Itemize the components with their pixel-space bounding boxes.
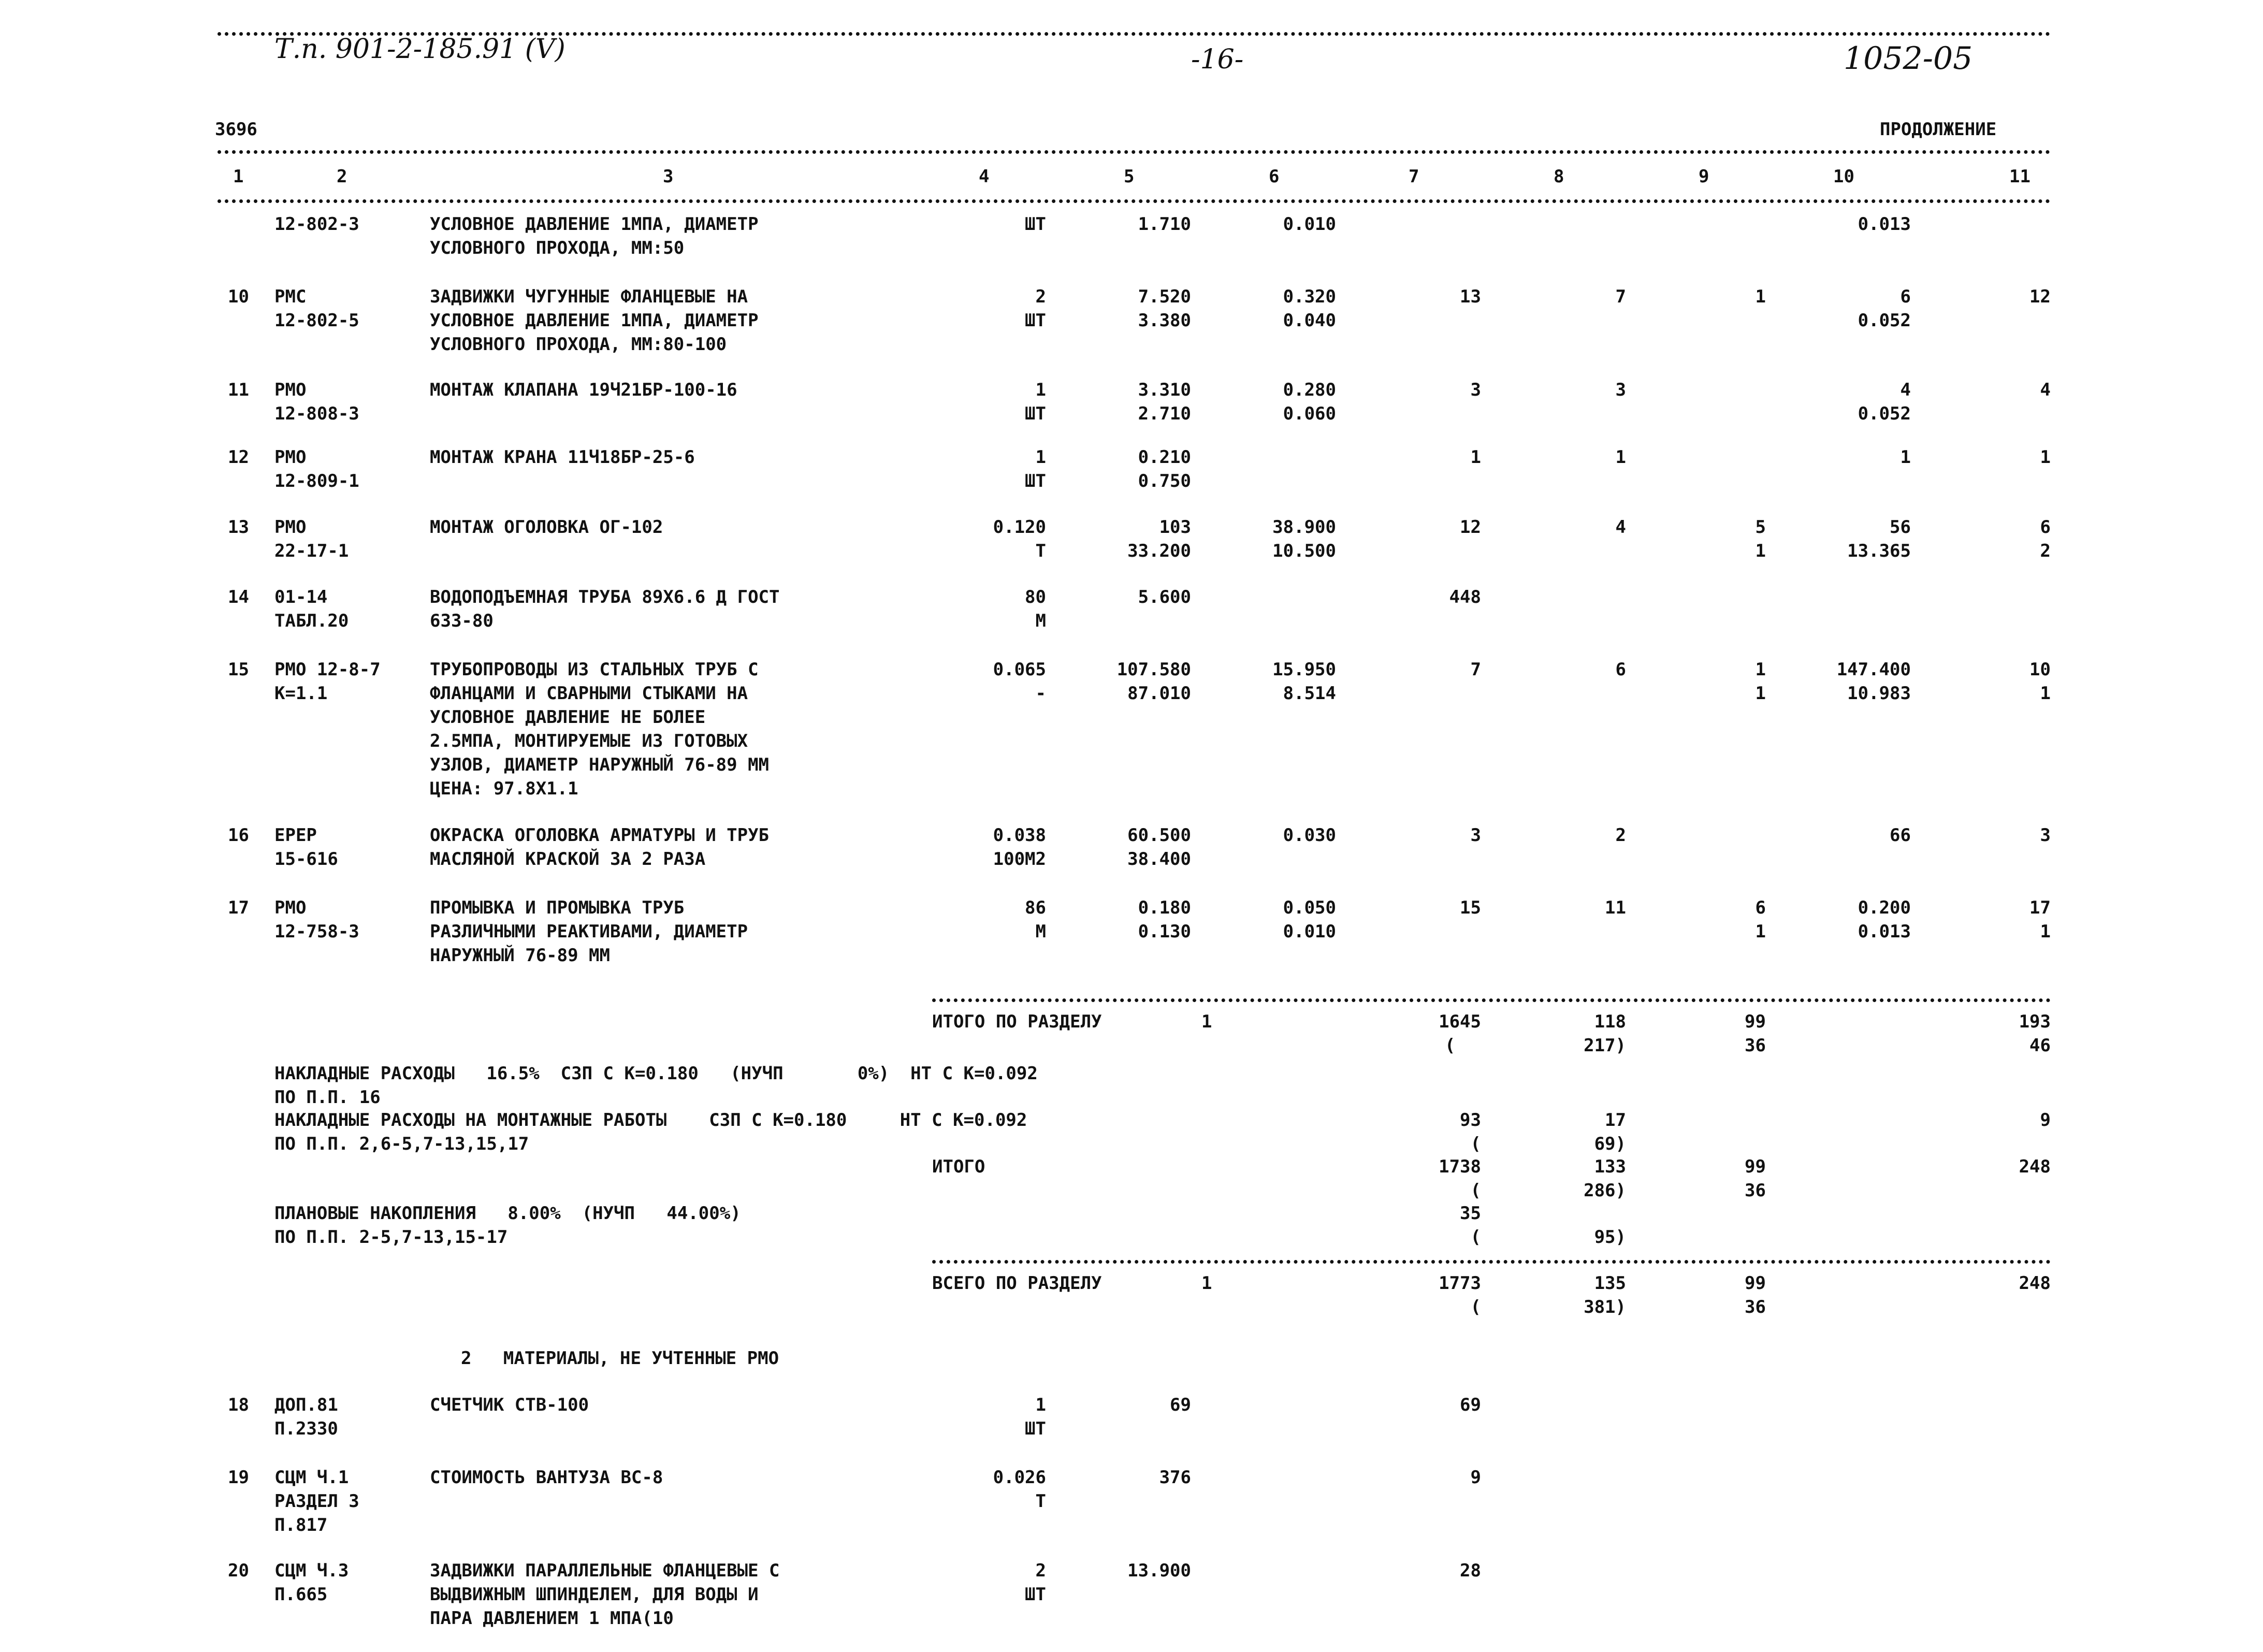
row-13-n: 13 <box>228 517 249 538</box>
planned-savings: ПЛАНОВЫЕ НАКОПЛЕНИЯ 8.00% (НУЧП 44.00%) ПО П.П. 2-5,7-13,15-17 <box>274 1203 741 1248</box>
row-15-c9: 1 1 <box>1755 659 1766 704</box>
vsego-num: 1 <box>1201 1273 1212 1294</box>
row-17-c8: 11 <box>1605 897 1626 918</box>
mat-row-19-n: 19 <box>228 1467 249 1488</box>
row-17-desc: ПРОМЫВКА И ПРОМЫВКА ТРУБ РАЗЛИЧНЫМИ РЕАКТИВАМИ, ДИАМЕТР НАРУЖНЫЙ 76-89 ММ <box>430 897 748 966</box>
row-14-qty: 80 М <box>1025 587 1046 631</box>
row-13-code: РМО 22-17-1 <box>274 517 349 561</box>
overhead-2-c8: 17 69) <box>1594 1110 1626 1154</box>
mat-row-18-qty: 1 ШТ <box>1025 1395 1046 1439</box>
row-11-qty: 1 ШТ <box>1025 380 1046 424</box>
overhead-1: НАКЛАДНЫЕ РАСХОДЫ 16.5% СЗП С К=0.180 (НУЧП 0%) НТ С К=0.092 ПО П.П. 16 <box>274 1063 1038 1108</box>
itogo-razdel-num: 1 <box>1201 1011 1212 1032</box>
row-14-c7: 448 <box>1449 587 1481 607</box>
column-header-11: 11 <box>2009 166 2030 187</box>
row-16-c6: 0.030 <box>1283 825 1336 846</box>
row-17-c11: 17 1 <box>2029 897 2051 942</box>
row-12-c5: 0.210 0.750 <box>1138 447 1191 491</box>
row-10-c7: 13 <box>1460 286 1481 307</box>
itogo-razdel-c9: 99 36 <box>1745 1011 1766 1056</box>
row-cont-desc: УСЛОВНОЕ ДАВЛЕНИЕ 1МПА, ДИАМЕТР УСЛОВНОГО ПРОХОДА, ММ:50 <box>430 214 759 258</box>
row-13-c8: 4 <box>1615 517 1626 538</box>
row-10-c5: 7.520 3.380 <box>1138 286 1191 331</box>
mat-row-19-code: СЦМ Ч.1 РАЗДЕЛ 3 П.817 <box>274 1467 359 1535</box>
row-17-c5: 0.180 0.130 <box>1138 897 1191 942</box>
row-12-c7: 1 <box>1470 447 1481 468</box>
row-15-c10: 147.400 10.983 <box>1836 659 1911 704</box>
itogo-razdel-c7: 1645 <box>1439 1011 1481 1032</box>
row-11-c11: 4 <box>2040 380 2051 400</box>
mat-row-18-c5: 69 <box>1170 1395 1191 1415</box>
row-16-code: ЕРЕР 15-616 <box>274 825 338 870</box>
mat-row-20-c7: 28 <box>1460 1560 1481 1581</box>
row-15-c8: 6 <box>1615 659 1626 680</box>
left-code: 3696 <box>215 119 257 140</box>
plan-c8: 95) <box>1594 1227 1626 1248</box>
header-rule-top <box>217 150 2051 154</box>
mat-row-18-code: ДОП.81 П.2330 <box>274 1395 338 1439</box>
row-11-code: РМО 12-808-3 <box>274 380 359 424</box>
row-11-c6: 0.280 0.060 <box>1283 380 1336 424</box>
vsego-c11: 248 <box>2019 1273 2051 1294</box>
row-12-c10: 1 <box>1900 447 1911 468</box>
mat-row-19-desc: СТОИМОСТЬ ВАНТУЗА ВС-8 <box>430 1467 663 1488</box>
itogo-razdel-c11: 193 46 <box>2019 1011 2051 1056</box>
row-11-c10: 4 0.052 <box>1858 380 1911 424</box>
row-17-c6: 0.050 0.010 <box>1283 897 1336 942</box>
overhead-2: НАКЛАДНЫЕ РАСХОДЫ НА МОНТАЖНЫЕ РАБОТЫ СЗП С К=0.180 НТ С К=0.092 ПО П.П. 2,6-5,7-13,15,17 <box>274 1110 1027 1154</box>
row-14-desc: ВОДОПОДЪЕМНАЯ ТРУБА 89Х6.6 Д ГОСТ 633-80 <box>430 587 780 631</box>
row-15-c7: 7 <box>1470 659 1481 680</box>
mat-row-18-desc: СЧЕТЧИК СТВ-100 <box>430 1395 589 1415</box>
row-13-c6: 38.900 10.500 <box>1272 517 1336 561</box>
row-15-c6: 15.950 8.514 <box>1272 659 1336 704</box>
overhead-2-c11: 9 <box>2040 1110 2051 1131</box>
row-10-code: РМС 12-802-5 <box>274 286 359 331</box>
row-10-c9: 1 <box>1755 286 1766 307</box>
itogo-razdel-c8: 118 217) <box>1584 1011 1626 1056</box>
row-10-desc: ЗАДВИЖКИ ЧУГУННЫЕ ФЛАНЦЕВЫЕ НА УСЛОВНОЕ ДАВЛЕНИЕ 1МПА, ДИАМЕТР УСЛОВНОГО ПРОХОДА, ММ:80-100 <box>430 286 759 355</box>
vsego-label: ВСЕГО ПО РАЗДЕЛУ <box>932 1273 1102 1294</box>
column-header-3: 3 <box>663 166 674 187</box>
itogo-c11: 248 <box>2019 1156 2051 1177</box>
column-header-10: 10 <box>1833 166 1854 187</box>
column-header-1: 1 <box>233 166 244 187</box>
overhead-2-c7: 93 ( <box>1460 1110 1481 1154</box>
row-13-qty: 0.120 Т <box>993 517 1046 561</box>
row-11-n: 11 <box>228 380 249 400</box>
vsego-c8: 135 381) <box>1584 1273 1626 1317</box>
row-13-c7: 12 <box>1460 517 1481 538</box>
row-13-desc: МОНТАЖ ОГОЛОВКА ОГ-102 <box>430 517 663 538</box>
row-17-c9: 6 1 <box>1755 897 1766 942</box>
doc-code: Т.п. 901-2-185.91 (V) <box>274 34 565 65</box>
mat-row-20-n: 20 <box>228 1560 249 1581</box>
page-number: -16- <box>1191 44 1244 75</box>
column-header-8: 8 <box>1554 166 1564 187</box>
row-10-c8: 7 <box>1615 286 1626 307</box>
row-16-c8: 2 <box>1615 825 1626 846</box>
mat-row-19-c5: 376 <box>1159 1467 1191 1488</box>
vsego-c9: 99 36 <box>1745 1273 1766 1317</box>
row-14-c5: 5.600 <box>1138 587 1191 607</box>
row-13-c9: 5 1 <box>1755 517 1766 561</box>
subtotal-rule <box>932 998 2051 1002</box>
section-2-title: 2 МАТЕРИАЛЫ, НЕ УЧТЕННЫЕ РМО <box>461 1348 779 1369</box>
row-17-n: 17 <box>228 897 249 918</box>
total-rule <box>932 1260 2051 1264</box>
row-15-qty: 0.065 - <box>993 659 1046 704</box>
itogo-c9: 99 36 <box>1745 1156 1766 1201</box>
itogo-razdel-label: ИТОГО ПО РАЗДЕЛУ <box>932 1011 1102 1032</box>
mat-row-20-qty: 2 ШТ <box>1025 1560 1046 1605</box>
row-cont-c10: 0.013 <box>1858 214 1911 235</box>
top-rule <box>217 32 2051 36</box>
row-16-c10: 66 <box>1890 825 1911 846</box>
row-cont-code: 12-802-3 <box>274 214 359 235</box>
column-header-4: 4 <box>979 166 990 187</box>
row-12-code: РМО 12-809-1 <box>274 447 359 491</box>
mat-row-20-code: СЦМ Ч.3 П.665 <box>274 1560 349 1605</box>
row-16-c11: 3 <box>2040 825 2051 846</box>
row-17-code: РМО 12-758-3 <box>274 897 359 942</box>
column-header-6: 6 <box>1269 166 1280 187</box>
mat-row-19-qty: 0.026 Т <box>993 1467 1046 1512</box>
row-16-c7: 3 <box>1470 825 1481 846</box>
row-11-desc: МОНТАЖ КЛАПАНА 19Ч21БР-100-16 <box>430 380 737 400</box>
row-10-n: 10 <box>228 286 249 307</box>
row-10-qty: 2 ШТ <box>1025 286 1046 331</box>
itogo-label: ИТОГО <box>932 1156 985 1177</box>
row-13-c11: 6 2 <box>2040 517 2051 561</box>
column-header-7: 7 <box>1409 166 1419 187</box>
mat-row-19-c7: 9 <box>1470 1467 1481 1488</box>
mat-row-18-c7: 69 <box>1460 1395 1481 1415</box>
row-16-c5: 60.500 38.400 <box>1127 825 1191 870</box>
row-17-qty: 86 М <box>1025 897 1046 942</box>
row-13-c5: 103 33.200 <box>1127 517 1191 561</box>
row-10-c11: 12 <box>2029 286 2051 307</box>
mat-row-20-c5: 13.900 <box>1127 1560 1191 1581</box>
row-16-desc: ОКРАСКА ОГОЛОВКА АРМАТУРЫ И ТРУБ МАСЛЯНОЙ КРАСКОЙ ЗА 2 РАЗА <box>430 825 770 870</box>
row-17-c10: 0.200 0.013 <box>1858 897 1911 942</box>
row-12-desc: МОНТАЖ КРАНА 11Ч18БР-25-6 <box>430 447 695 468</box>
row-15-c5: 107.580 87.010 <box>1116 659 1191 704</box>
row-10-c10: 6 0.052 <box>1858 286 1911 331</box>
row-14-n: 14 <box>228 587 249 607</box>
row-11-c7: 3 <box>1470 380 1481 400</box>
row-12-c8: 1 <box>1615 447 1626 468</box>
sheet-code: 1052-05 <box>1844 40 1973 77</box>
row-16-qty: 0.038 100М2 <box>993 825 1046 870</box>
vsego-c7: 1773 ( <box>1439 1273 1481 1317</box>
row-17-c7: 15 <box>1460 897 1481 918</box>
row-11-c8: 3 <box>1615 380 1626 400</box>
row-15-desc: ТРУБОПРОВОДЫ ИЗ СТАЛЬНЫХ ТРУБ С ФЛАНЦАМИ И СВАРНЫМИ СТЫКАМИ НА УСЛОВНОЕ ДАВЛЕНИЕ НЕ БОЛЕЕ 2.5МПА, МОНТИРУЕМЫЕ ИЗ ГОТОВЫХ УЗЛОВ, ДИАМЕТР НАРУЖНЫЙ 76-89 ММ ЦЕНА: 97.8Х1.1 <box>430 659 770 799</box>
row-15-c11: 10 1 <box>2029 659 2051 704</box>
row-11-c5: 3.310 2.710 <box>1138 380 1191 424</box>
row-12-n: 12 <box>228 447 249 468</box>
row-cont-c6: 0.010 <box>1283 214 1336 235</box>
column-header-2: 2 <box>337 166 347 187</box>
mat-row-20-desc: ЗАДВИЖКИ ПАРАЛЛЕЛЬНЫЕ ФЛАНЦЕВЫЕ С ВЫДВИЖНЫМ ШПИНДЕЛЕМ, ДЛЯ ВОДЫ И ПАРА ДАВЛЕНИЕМ 1 МПА(10 <box>430 1560 780 1629</box>
itogo-c8: 133 286) <box>1584 1156 1626 1201</box>
row-15-n: 15 <box>228 659 249 680</box>
column-header-9: 9 <box>1699 166 1709 187</box>
row-13-c10: 56 13.365 <box>1847 517 1911 561</box>
row-16-n: 16 <box>228 825 249 846</box>
itogo-c7: 1738 ( <box>1439 1156 1481 1201</box>
row-cont-qty: ШТ <box>1025 214 1046 235</box>
row-15-code: РМО 12-8-7 К=1.1 <box>274 659 381 704</box>
plan-c7: 35 ( <box>1460 1203 1481 1248</box>
column-header-5: 5 <box>1124 166 1135 187</box>
row-12-c11: 1 <box>2040 447 2051 468</box>
row-cont-c5: 1.710 <box>1138 214 1191 235</box>
mat-row-18-n: 18 <box>228 1395 249 1415</box>
row-12-qty: 1 ШТ <box>1025 447 1046 491</box>
row-10-c6: 0.320 0.040 <box>1283 286 1336 331</box>
itogo-razdel-c8-paren: ( <box>1445 1035 1456 1056</box>
header-rule-bottom <box>217 199 2051 203</box>
row-14-code: 01-14 ТАБЛ.20 <box>274 587 349 631</box>
continuation-label: ПРОДОЛЖЕНИЕ <box>1880 119 1997 140</box>
